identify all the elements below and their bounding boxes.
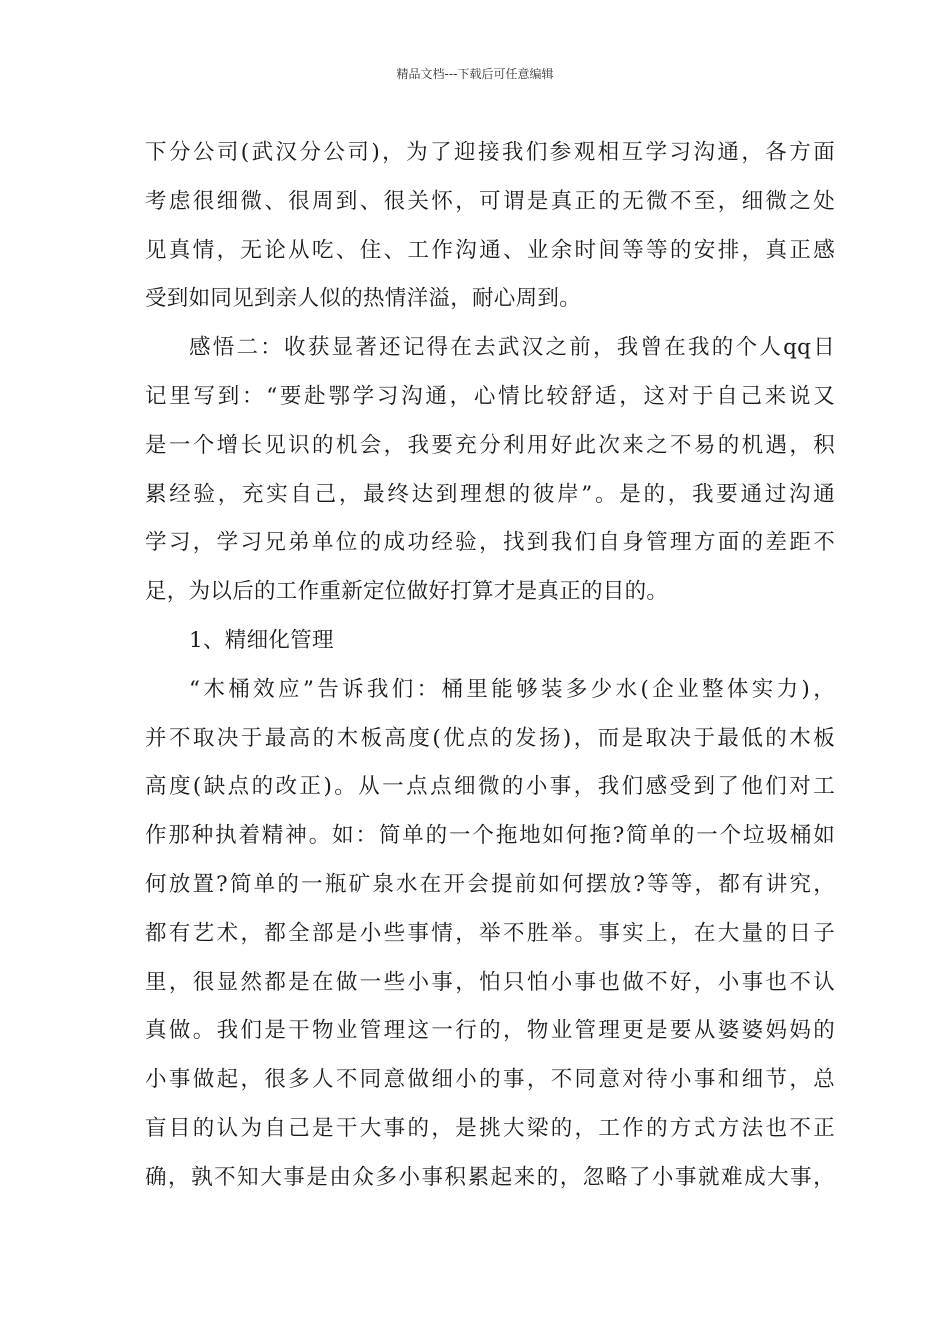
text-line: 作那种执着精神。如：简单的一个拖地如何拖?简单的一个垃圾桶如 xyxy=(145,823,835,849)
text-line: 里，很显然都是在做一些小事，怕只怕小事也做不好，小事也不认 xyxy=(145,969,835,995)
text-line: 受到如同见到亲人似的热情洋溢，耐心周到。 xyxy=(145,286,582,312)
text-line: 是一个增长见识的机会，我要充分利用好此次来之不易的机遇，积 xyxy=(145,432,835,458)
text-line: 小事做起，很多人不同意做细小的事，不同意对待小事和细节，总 xyxy=(145,1067,835,1093)
text-line: 都有艺术，都全部是小些事情，举不胜举。事实上，在大量的日子 xyxy=(145,920,835,946)
page-header: 精品文档---下载后可任意编辑 xyxy=(396,67,554,81)
text-line: 学习，学习兄弟单位的成功经验，找到我们自身管理方面的差距不 xyxy=(145,530,835,556)
text-line: 见真情，无论从吃、住、工作沟通、业余时间等等的安排，真正感 xyxy=(145,237,835,263)
text-line: 下分公司(武汉分公司)，为了迎接我们参观相互学习沟通，各方面 xyxy=(145,140,835,165)
text-line: 确，孰不知大事是由众多小事积累起来的，忽略了小事就难成大事， xyxy=(145,1164,835,1190)
text-line: 记里写到：“要赴鄂学习沟通，心情比较舒适，这对于自己来说又 xyxy=(145,383,835,409)
document-body xyxy=(145,129,835,1203)
text-line: 盲目的认为自己是干大事的，是挑大梁的，工作的方式方法也不正 xyxy=(145,1115,835,1141)
text-line: 并不取决于最高的木板高度(优点的发扬)，而是取决于最低的木板 xyxy=(145,725,835,751)
paragraph-start-line: “木桶效应”告诉我们：桶里能够装多少水(企业整体实力)， xyxy=(189,676,835,702)
text-line: 考虑很细微、很周到、很关怀，可谓是真正的无微不至，细微之处 xyxy=(145,188,835,214)
text-line: 高度(缺点的改正)。从一点点细微的小事，我们感受到了他们对工 xyxy=(145,774,835,800)
text-line: 何放置?简单的一瓶矿泉水在开会提前如何摆放?等等，都有讲究， xyxy=(145,871,835,897)
section-heading: 1、精细化管理 xyxy=(189,627,334,653)
text-line: 真做。我们是干物业管理这一行的，物业管理更是要从婆婆妈妈的 xyxy=(145,1018,835,1044)
text-line: 足，为以后的工作重新定位做好打算才是真正的目的。 xyxy=(145,579,669,605)
text-line: 累经验，充实自己，最终达到理想的彼岸”。是的，我要通过沟通 xyxy=(145,481,835,507)
paragraph-start-line: 感悟二：收获显著还记得在去武汉之前，我曾在我的个人qq日 xyxy=(189,335,835,361)
